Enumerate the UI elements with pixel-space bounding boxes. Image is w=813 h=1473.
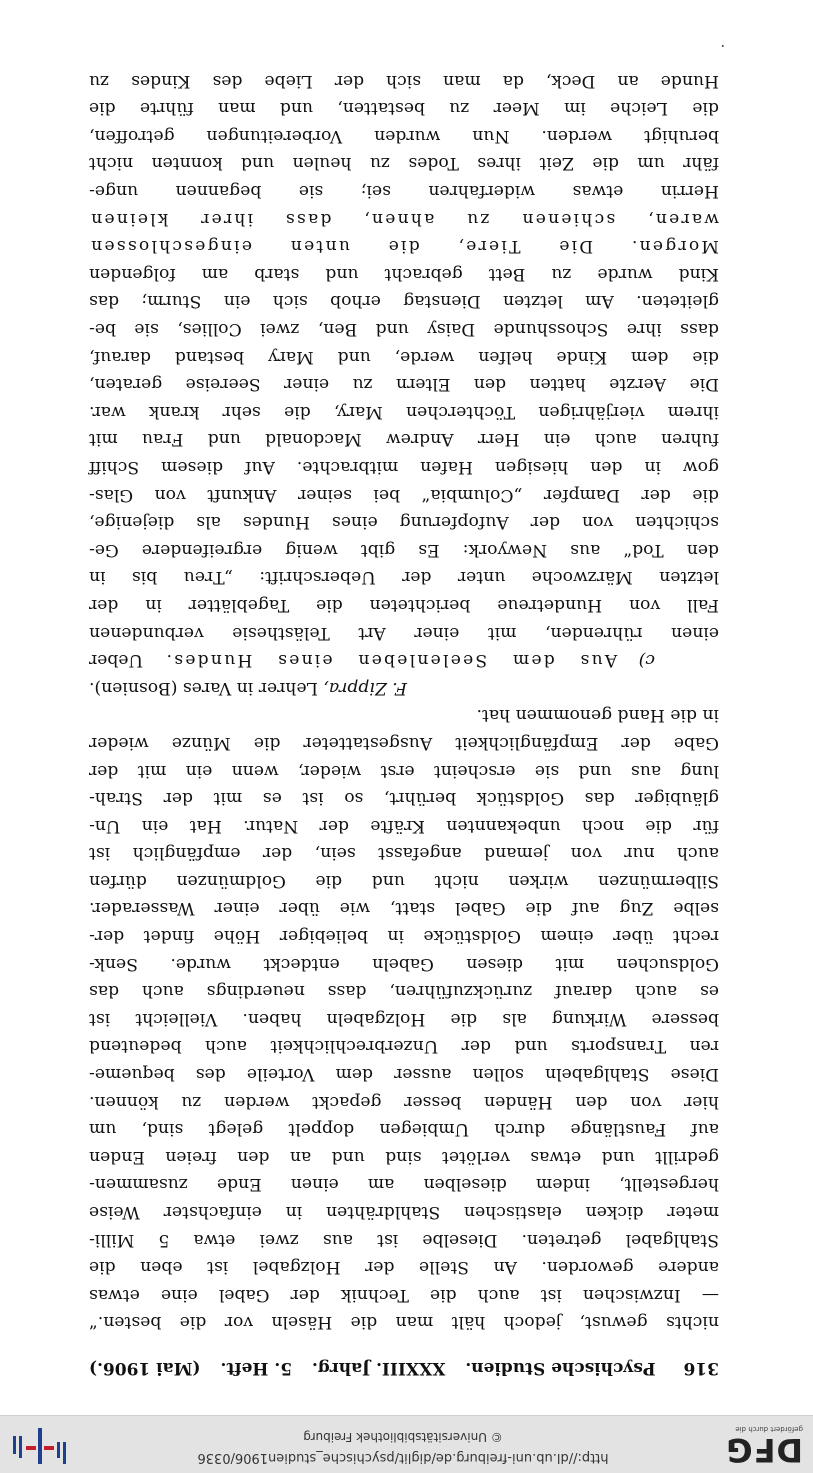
text-line: waren, schienen zu ahnen, dass ihrer kleinen [89,208,719,229]
section-title: Aus dem Seelenleben eines Hundes. [164,650,618,671]
text-line: gläubiger das Goldstück berührt, so ist es mit der Strah- [89,788,719,809]
paragraph-dowsing [89,701,719,1336]
page-number: 316 [683,1358,719,1378]
text-line: letzten Märzwoche unter der Ueberschrift: „Treu bis in [89,567,719,588]
text-line: Stahlgabel getreten. Dieselbe ist aus zwei etwa 5 Milli- [89,1229,719,1250]
text-line: andere geworden. An Stelle der Holzgabel ist eben die [89,1257,719,1278]
journal-date: (Mai 1906.) [89,1358,201,1378]
text-line: fähr um die Zeit ihres Todes zu heulen und konnten nicht [89,153,719,174]
text-line: auch nur von jemand angefasst sein, der empfänglich ist [89,843,719,864]
text-line: gleiteten. Am letzten Dienstag erhob sich ein Sturm; das [89,291,719,312]
text-line: fuhren auch ein Herr Andrew Macdonald und Frau mit [89,429,719,450]
text-line: lung aus und sie erscheint erst wieder, wenn ein mit der [89,760,719,781]
text-line: Diese Stahlgabeln sollen ausser dem Vorteile des bequeme- [89,1064,719,1085]
text-line: einen rührenden, mit einer Art Telästhesie verbundenen [89,622,719,643]
text-line: dass ihre Schosshunde Daisy und Ben, zwei Collies, sie be- [89,319,719,340]
text-line: recht über einem Goldstücke in beliebiger Höhe findet der- [89,926,719,947]
text-line: meter dicken elastischen Stahldrähten in einfachster Weise [89,1202,719,1223]
scanned-page-text [89,66,719,1381]
text-line: Goldsuchen mit diesen Gabeln entdeckt wurde. Senk- [89,953,719,974]
author-signature [89,673,719,701]
text-line: es auch darauf zurückzuführen, dass neuerdings auch das [89,981,719,1002]
journal-title: Psychische Studien. [465,1358,656,1378]
text-line: beruhigt werden. Nun wurden Vorbereitungen getroffen, [89,125,719,146]
paragraph-dog-story [89,66,719,673]
text-line: bessere Wirkung als die Holzgabeln haben. Vielleicht ist [89,1008,719,1029]
text-line: gow in den hiesigen Hafen mitbrachte. Auf diesem Schiff [89,457,719,477]
text-line: für die noch unbekannten Kräfte der Natur. Hat ein Un- [89,815,719,836]
section-label: c) [638,650,655,671]
ub-freiburg-logo-icon[interactable] [10,1424,66,1464]
text-line: Herrin etwas widerfahren sei; sie begannen unge- [89,181,719,202]
stray-mark: . [720,41,725,57]
text-line: nichts gewust, jedoch hält man die Häseln vor die besten.“ [89,1312,719,1333]
journal-volume: XXXIII. Jahrg. [311,1358,446,1378]
text-line: Gabe der Empfänglichkeit Ausgestatteter die Münze wieder [89,732,719,753]
text-line: die der Dampfer „Columbia“ bei seiner Ankunft von Glas- [89,484,719,505]
text-line: ren Transports und der Unzerbrechlichkeit auch bedeutend [89,1036,719,1057]
text-line: Die Aerzte hatten den Eltern zu einer Seereise geraten, [89,374,719,395]
text-line: schichten von der Aufopferung eines Hundes als diejenige, [89,512,719,533]
banner-info [173,1427,633,1467]
text-line: — Inzwischen ist auch die Technik der Gabel eine etwas [89,1284,719,1305]
text-line: auf Faustlänge durch Umbiegen doppelt gelegt sind, um [89,1119,719,1140]
dfg-logo[interactable] [723,1423,803,1467]
section-heading-line [89,646,719,674]
text-line: Hunde an Deck, da man sich der Liebe des Kindes zu [89,70,719,91]
text-line: gedrillt und etwas verlötet sind und an den freien Enden [89,1146,719,1167]
text-line: hergestellt, indem dieselben am einen Ende zusammen- [89,1174,719,1195]
signature-line [89,673,719,701]
text-line: hier von den Händen besser gepackt werden zu können. [89,1091,719,1112]
text-line: Fall von Hundetreue berichteten die Tageblätter in der [89,594,719,615]
section-first-word: Ueber [88,650,144,671]
text-line: selbe Zug auf die Gabel statt, wie über einer Wasserader. [89,898,719,919]
dfg-logo-mark: DFG [725,1431,803,1469]
viewer-banner [0,1415,813,1473]
text-line: Morgen. Die Tiere, die unten eingeschlossen [89,236,719,257]
text-line: den Tod“ aus Newyork: Es gibt wenig ergreifendere Ge- [89,539,719,560]
text-line: in die Hand genommen hat. [476,705,719,726]
page-url-link[interactable]: http://dl.ub.uni-freiburg.de/diglit/psychische_studien1906/0336 [197,1450,609,1465]
signature-name: F. Zippra, [323,677,407,698]
text-line: die Leiche im Meer zu bestatten, und man führte die [89,98,719,119]
text-line: die dem Kinde helfen werde, und Mary bestand darauf, [89,346,719,367]
signature-affiliation: Lehrer in Vares (Bosnien). [89,677,318,698]
dfg-logo-subtitle: gefördert durch die [735,1425,803,1433]
text-line: Silbermünzen wirken nicht und die Goldmünzen dürfen [89,870,719,891]
journal-issue: 5. Heft. [220,1358,293,1378]
copyright-notice: © Universitätsbibliothek Freiburg [303,1430,503,1444]
text-line: Kind wurde zu Bett gebracht und starb am folgenden [89,263,719,284]
text-line: ihrem vierjährigen Töchterchen Mary, die sehr krank war. [89,401,719,422]
running-header [89,1353,719,1381]
